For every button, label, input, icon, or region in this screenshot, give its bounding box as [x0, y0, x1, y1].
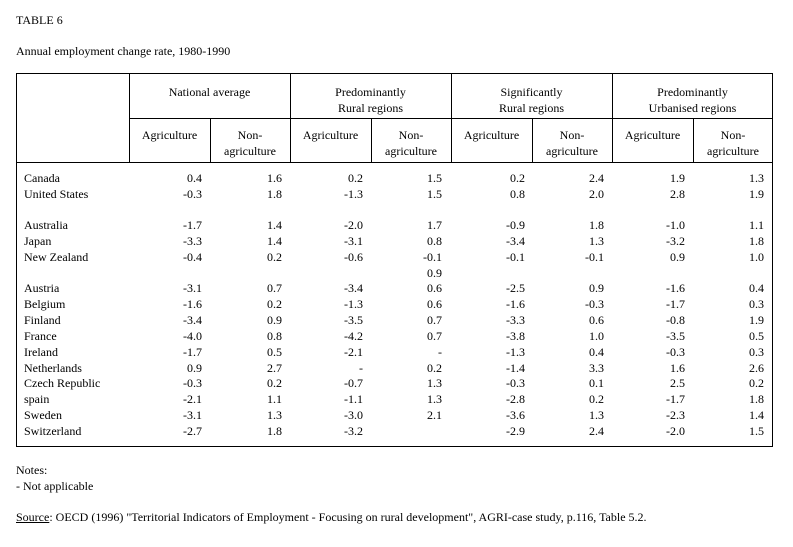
table-cell: 1.3 — [749, 171, 764, 185]
table-cell: -3.4 — [344, 281, 363, 295]
subheader-line2: agriculture — [707, 144, 759, 158]
table-cell: -0.3 — [506, 376, 525, 390]
table-cell: 2.1 — [427, 408, 442, 422]
table-cell: -1.7 — [183, 218, 202, 232]
table-cell: 0.5 — [749, 329, 764, 343]
table-cell: -3.8 — [506, 329, 525, 343]
table-cell: 1.9 — [749, 187, 764, 201]
row-label: United States — [24, 187, 89, 201]
table-cell: -3.4 — [506, 234, 525, 248]
table-cell: 1.5 — [427, 187, 442, 201]
table-cell: 1.8 — [749, 234, 764, 248]
table-cell: -1.4 — [506, 361, 525, 375]
row-label: Czech Republic — [24, 376, 101, 390]
row-label: Finland — [24, 313, 61, 327]
table-cell: -1.1 — [344, 392, 363, 406]
table-cell: -0.3 — [183, 187, 202, 201]
table-cell: 0.7 — [427, 313, 442, 327]
table-cell: -3.3 — [506, 313, 525, 327]
group-header-line1: Significantly — [500, 85, 563, 99]
table-cell: 1.1 — [267, 392, 282, 406]
table-cell: 1.1 — [749, 218, 764, 232]
table-cell: -2.0 — [666, 424, 685, 438]
group-header-line1: Predominantly — [335, 85, 406, 99]
subheader-line2: agriculture — [224, 144, 276, 158]
row-label: France — [24, 329, 57, 343]
table-cell: 2.7 — [267, 361, 282, 375]
subheader-non-agriculture — [210, 127, 290, 159]
table-cell: -3.0 — [344, 408, 363, 422]
table-cell: 0.2 — [267, 250, 282, 264]
table-cell: -0.6 — [344, 250, 363, 264]
group-header-line2: Rural regions — [338, 101, 403, 115]
table-cell: 0.9 — [427, 266, 442, 280]
group-header-line2: Urbanised regions — [648, 101, 737, 115]
table-cell: 2.0 — [589, 187, 604, 201]
table-cell: 0.4 — [749, 281, 764, 295]
table-cell: 0.9 — [589, 281, 604, 295]
table-cell: 0.7 — [267, 281, 282, 295]
table-cell: 1.8 — [589, 218, 604, 232]
table-cell: -3.1 — [344, 234, 363, 248]
table-cell: -3.2 — [666, 234, 685, 248]
table-cell: -0.3 — [585, 297, 604, 311]
table-cell: -2.5 — [506, 281, 525, 295]
table-cell: -1.6 — [183, 297, 202, 311]
row-label: Belgium — [24, 297, 66, 311]
table-cell: 0.4 — [187, 171, 202, 185]
table-cell: 0.9 — [670, 250, 685, 264]
group-header-line2: Rural regions — [499, 101, 564, 115]
row-label: spain — [24, 392, 50, 406]
subheader-line1: Agriculture — [463, 128, 520, 142]
table-cell: 0.2 — [267, 376, 282, 390]
table-cell: 1.6 — [267, 171, 282, 185]
table-cell: 0.3 — [749, 345, 764, 359]
table-cell: 0.2 — [749, 376, 764, 390]
table-cell: -2.0 — [344, 218, 363, 232]
row-label: Japan — [24, 234, 52, 248]
table-cell: 0.8 — [267, 329, 282, 343]
row-label: Switzerland — [24, 424, 82, 438]
table-cell: -2.9 — [506, 424, 525, 438]
table-cell: -3.4 — [183, 313, 202, 327]
group-header — [290, 84, 451, 116]
table-cell: 0.5 — [267, 345, 282, 359]
table-cell: - — [438, 345, 442, 359]
subheader-agriculture — [292, 127, 369, 143]
source-line — [16, 510, 647, 525]
group-header — [129, 84, 290, 100]
table-cell: 2.4 — [589, 424, 604, 438]
table-cell: -3.2 — [344, 424, 363, 438]
group-header-line1: National average — [168, 85, 251, 99]
table-cell: 0.2 — [427, 361, 442, 375]
table-cell: 1.6 — [670, 361, 685, 375]
table-cell: 0.2 — [510, 171, 525, 185]
subheader-line1: Non- — [237, 128, 263, 142]
subheader-non-agriculture — [371, 127, 451, 159]
table-cell: 0.6 — [427, 281, 442, 295]
table-cell: 0.4 — [589, 345, 604, 359]
table-label: TABLE 6 — [16, 13, 63, 27]
subheader-agriculture — [614, 127, 691, 143]
table-cell: -0.4 — [183, 250, 202, 264]
subheader-line1: Agriculture — [624, 128, 681, 142]
table-cell: -0.7 — [344, 376, 363, 390]
table-cell: 0.2 — [267, 297, 282, 311]
row-label: New Zealand — [24, 250, 89, 264]
row-label: Australia — [24, 218, 68, 232]
header-rule — [17, 162, 772, 163]
table-cell: 1.3 — [267, 408, 282, 422]
source-label: Source — [16, 510, 50, 524]
table-cell: 0.9 — [267, 313, 282, 327]
table-cell: 1.8 — [267, 424, 282, 438]
table-cell: 2.8 — [670, 187, 685, 201]
row-label: Sweden — [24, 408, 62, 422]
table-cell: 1.8 — [749, 392, 764, 406]
table-cell: -3.3 — [183, 234, 202, 248]
table-cell: -1.7 — [183, 345, 202, 359]
table-cell: -0.3 — [666, 345, 685, 359]
subheader-non-agriculture — [693, 127, 773, 159]
table-cell: 0.8 — [427, 234, 442, 248]
table-cell: 1.4 — [749, 408, 764, 422]
table-cell: -1.3 — [344, 187, 363, 201]
table-cell: 0.6 — [427, 297, 442, 311]
table-cell: -0.1 — [585, 250, 604, 264]
source-text: : OECD (1996) "Territorial Indicators of Employment - Focusing on rural development", AGRI-case study, p.116, Table 5.2. — [49, 510, 647, 524]
table-cell: 1.0 — [589, 329, 604, 343]
subheader-line1: Non- — [720, 128, 746, 142]
row-label: Austria — [24, 281, 60, 295]
table-cell: -0.9 — [506, 218, 525, 232]
table-cell: 1.8 — [267, 187, 282, 201]
table-cell: 1.3 — [427, 376, 442, 390]
table-cell: -1.6 — [506, 297, 525, 311]
table-cell: 1.5 — [749, 424, 764, 438]
table-cell: 1.0 — [749, 250, 764, 264]
table-cell: -2.1 — [344, 345, 363, 359]
table-cell: -2.8 — [506, 392, 525, 406]
table-cell: 0.2 — [589, 392, 604, 406]
table-cell: 1.4 — [267, 234, 282, 248]
table-cell: -3.6 — [506, 408, 525, 422]
table-cell: 1.4 — [267, 218, 282, 232]
table-cell: -2.1 — [183, 392, 202, 406]
subheader-line1: Agriculture — [141, 128, 198, 142]
subheader-line1: Non- — [559, 128, 585, 142]
table-cell: -2.7 — [183, 424, 202, 438]
table-cell: 1.3 — [589, 408, 604, 422]
table-cell: 0.3 — [749, 297, 764, 311]
table-cell: -3.1 — [183, 281, 202, 295]
table-cell: 0.7 — [427, 329, 442, 343]
table-cell: -3.5 — [666, 329, 685, 343]
header-rule — [129, 118, 772, 119]
table-cell: -4.2 — [344, 329, 363, 343]
table-subtitle: Annual employment change rate, 1980-1990 — [16, 44, 231, 58]
table-cell: 1.9 — [749, 313, 764, 327]
table-cell: -2.3 — [666, 408, 685, 422]
group-header — [612, 84, 773, 116]
table-cell: 2.5 — [670, 376, 685, 390]
table-cell: -3.5 — [344, 313, 363, 327]
subheader-line1: Agriculture — [302, 128, 359, 142]
table-cell: -1.7 — [666, 297, 685, 311]
row-label: Ireland — [24, 345, 58, 359]
table-cell: -3.1 — [183, 408, 202, 422]
table-cell: -1.6 — [666, 281, 685, 295]
notes-item: - Not applicable — [16, 479, 94, 493]
table-cell: 1.9 — [670, 171, 685, 185]
subheader-line1: Non- — [398, 128, 424, 142]
table-cell: 0.2 — [348, 171, 363, 185]
group-header — [451, 84, 612, 116]
table-cell: 1.3 — [589, 234, 604, 248]
table-cell: -4.0 — [183, 329, 202, 343]
table-cell: -1.7 — [666, 392, 685, 406]
table-cell: 0.9 — [187, 361, 202, 375]
subheader-line2: agriculture — [546, 144, 598, 158]
row-label: Canada — [24, 171, 60, 185]
table-cell: 2.6 — [749, 361, 764, 375]
table-cell: 0.6 — [589, 313, 604, 327]
table-cell: -0.3 — [183, 376, 202, 390]
table-cell: -0.1 — [506, 250, 525, 264]
table-cell: 2.4 — [589, 171, 604, 185]
table-cell: - — [359, 361, 363, 375]
table-cell: -0.8 — [666, 313, 685, 327]
group-header-line1: Predominantly — [657, 85, 728, 99]
table-cell: 1.3 — [427, 392, 442, 406]
table-cell: 0.8 — [510, 187, 525, 201]
table-cell: -1.3 — [506, 345, 525, 359]
table-cell: 3.3 — [589, 361, 604, 375]
subheader-line2: agriculture — [385, 144, 437, 158]
notes-title: Notes: — [16, 463, 48, 477]
table-cell: 1.5 — [427, 171, 442, 185]
table-cell: -0.1 — [423, 250, 442, 264]
table-cell: 1.7 — [427, 218, 442, 232]
subheader-non-agriculture — [532, 127, 612, 159]
table-cell: 0.1 — [589, 376, 604, 390]
table-cell: -1.0 — [666, 218, 685, 232]
table-cell: -1.3 — [344, 297, 363, 311]
subheader-agriculture — [453, 127, 530, 143]
subheader-agriculture — [131, 127, 208, 143]
row-label: Netherlands — [24, 361, 82, 375]
